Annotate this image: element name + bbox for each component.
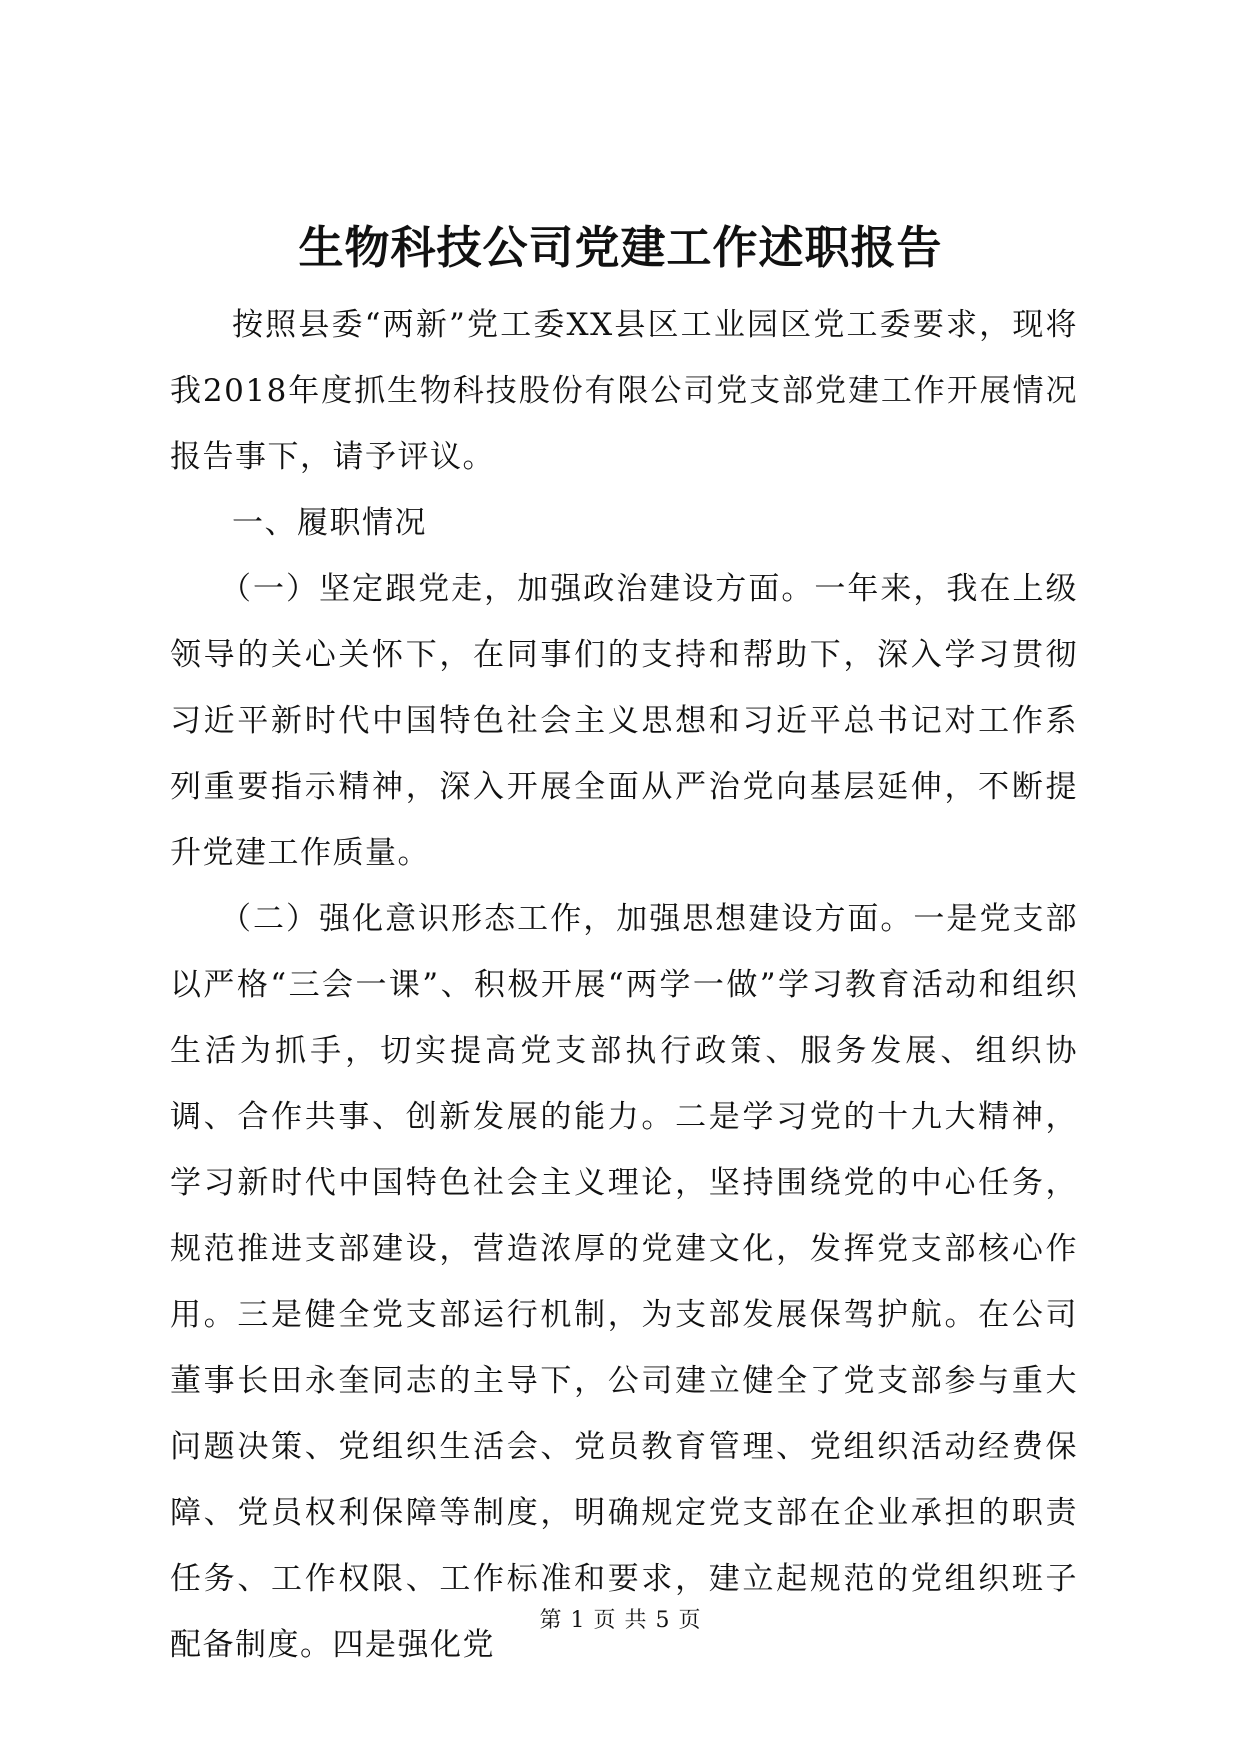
subsection-paragraph-1: （一）坚定跟党走，加强政治建设方面。一年来，我在上级领导的关心关怀下，在同事们的支持和帮助下，深入学习贯彻习近平新时代中国特色社会主义思想和习近平总书记对工作系列重要指示精神，深入开展全面从严治党向基层延伸，不断提升党建工作质量。 bbox=[170, 571, 1078, 871]
document-title: 生物科技公司党建工作述职报告 bbox=[298, 221, 943, 274]
subsection-paragraph-2: （二）强化意识形态工作，加强思想建设方面。一是党支部以严格“三会一课”、积极开展“两学一做”学习教育活动和组织生活为抓手，切实提高党支部执行政策、服务发展、组织协调、合作共事、创新发展的能力。二是学习党的十九大精神，学习新时代中国特色社会主义理论，坚持围绕党的中心任务，规范推进支部建设，营造浓厚的党建文化，发挥党支部核心作用。三是健全党支部运行机制，为支部发展保驾护航。在公司董事长田永奎同志的主导下，公司建立健全了党支部参与重大问题决策、党组织生活会、党员教育管理、党组织活动经费保障、党员权利保障等制度，明确规定党支部在企业承担的职责任务、工作权限、工作标准和要求，建立起规范的党组织班子配备制度。四是强化党 bbox=[170, 901, 1078, 1663]
intro-paragraph: 按照县委“两新”党工委XX县区工业园区党工委要求，现将我2018年度抓生物科技股份有限公司党支部党建工作开展情况报告事下，请予评议。 bbox=[170, 307, 1078, 475]
section-heading: 一、履职情况 bbox=[232, 505, 427, 541]
page-number-footer: 第 1 页 共 5 页 bbox=[539, 1608, 702, 1633]
document-body bbox=[170, 292, 1078, 1678]
